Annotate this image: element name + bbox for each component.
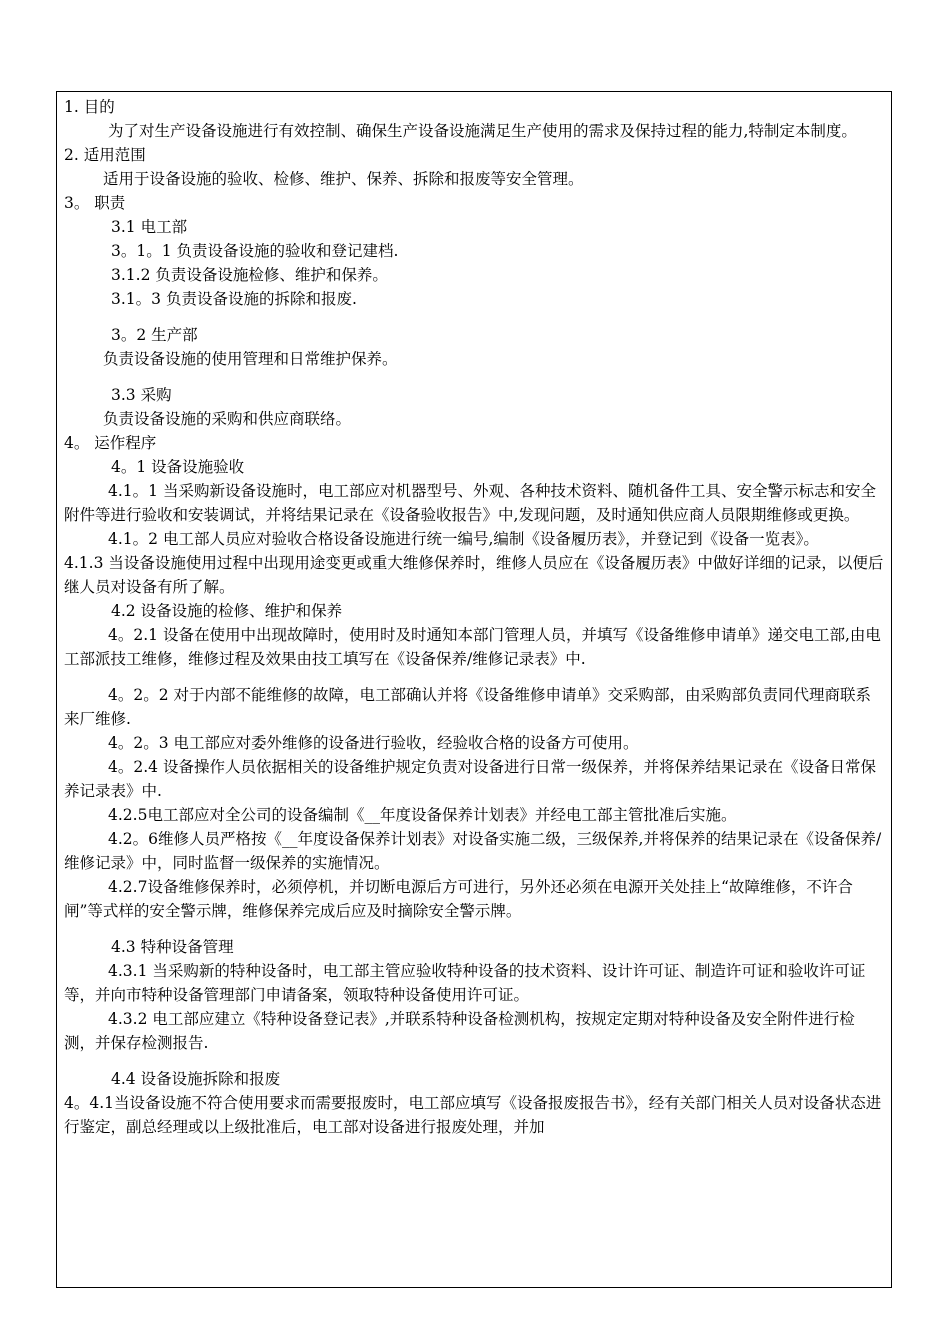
document-body [64, 95, 884, 1139]
subheading-4-4: 4.4 设备设施拆除和报废 [111, 1070, 281, 1088]
item-3-1-1: 3。1。1 负责设备设施的验收和登记建档. [111, 242, 399, 260]
item-4-3-1: 4.3.1 当采购新的特种设备时，电工部主管应验收特种设备的技术资料、设计许可证、制造许可证和验收许可证等，并向市特种设备管理部门申请备案，领取特种设备使用许可证。 [64, 962, 866, 1004]
paragraph-purpose: 为了对生产设备设施进行有效控制、确保生产设备设施满足生产使用的需求及保持过程的能力,特制定本制度。 [108, 122, 857, 140]
item-4-2-4: 4。2.4 设备操作人员依据相关的设备维护规定负责对设备进行日常一级保养，并将保养结果记录在《设备日常保养记录表》中. [64, 758, 876, 800]
paragraph-3-3: 负责设备设施的采购和供应商联络。 [103, 410, 352, 428]
paragraph-3-2: 负责设备设施的使用管理和日常维护保养。 [103, 350, 398, 368]
item-4-3-2: 4.3.2 电工部应建立《特种设备登记表》,并联系特种设备检测机构，按规定定期对特种设备及安全附件进行检测，并保存检测报告. [64, 1010, 855, 1052]
item-4-2-2: 4。2。2 对于内部不能维修的故障，电工部确认并将《设备维修申请单》交采购部，由采购部负责同代理商联系来厂维修. [64, 686, 872, 728]
item-4-2-6: 4.2。6维修人员严格按《__年度设备保养计划表》对设备实施二级，三级保养,并将保养的结果记录在《设备保养/维修记录》中，同时监督一级保养的实施情况。 [64, 830, 882, 872]
subheading-3-2: 3。2 生产部 [111, 326, 198, 344]
item-4-2-3: 4。2。3 电工部应对委外维修的设备进行验收，经验收合格的设备方可使用。 [108, 734, 639, 752]
item-4-2-7: 4.2.7设备维修保养时，必须停机，并切断电源后方可进行，另外还必须在电源开关处挂上“故障维修，不许合闸”等式样的安全警示牌，维修保养完成后应及时摘除安全警示牌。 [64, 878, 853, 920]
subheading-4-1: 4。1 设备设施验收 [111, 458, 245, 476]
subheading-3-1: 3.1 电工部 [111, 218, 188, 236]
item-3-1-2: 3.1.2 负责设备设施检修、维护和保养。 [111, 266, 388, 284]
item-4-2-1: 4。2.1 设备在使用中出现故障时，使用时及时通知本部门管理人员，并填写《设备维修申请单》递交电工部,由电工部派技工维修，维修过程及效果由技工填写在《设备保养/维修记录表》中. [64, 626, 881, 668]
item-3-1-3: 3.1。3 负责设备设施的拆除和报废. [111, 290, 357, 308]
section-heading-procedure: 4。 运作程序 [64, 434, 157, 452]
subheading-4-3: 4.3 特种设备管理 [111, 938, 234, 956]
item-4-4-1: 4。4.1当设备设施不符合使用要求而需要报废时，电工部应填写《设备报废报告书》，经有关部门相关人员对设备状态进行鉴定，副总经理或以上级批准后，电工部对设备进行报废处理，并加 [64, 1094, 882, 1136]
section-heading-scope: 2. 适用范围 [64, 146, 146, 164]
subheading-4-2: 4.2 设备设施的检修、维护和保养 [111, 602, 343, 620]
item-4-1-2: 4.1。2 电工部人员应对验收合格设备设施进行统一编号,编制《设备履历表》，并登记到《设备一览表》。 [108, 530, 819, 548]
item-4-2-5: 4.2.5电工部应对全公司的设备编制《__年度设备保养计划表》并经电工部主管批准后实施。 [108, 806, 737, 824]
document-frame [56, 91, 892, 1288]
section-heading-duties: 3。 职责 [64, 194, 126, 212]
item-4-1-1: 4.1。1 当采购新设备设施时，电工部应对机器型号、外观、各种技术资料、随机备件工具、安全警示标志和安全附件等进行验收和安装调试，并将结果记录在《设备验收报告》中,发现问题，及时通知供应商人员限期维修或更换。 [64, 482, 876, 524]
section-heading-purpose: 1. 目的 [64, 98, 115, 116]
subheading-3-3: 3.3 采购 [111, 386, 172, 404]
paragraph-scope: 适用于设备设施的验收、检修、维护、保养、拆除和报废等安全管理。 [103, 170, 584, 188]
item-4-1-3: 4.1.3 当设备设施使用过程中出现用途变更或重大维修保养时，维修人员应在《设备履历表》中做好详细的记录，以便后继人员对设备有所了解。 [64, 554, 884, 596]
